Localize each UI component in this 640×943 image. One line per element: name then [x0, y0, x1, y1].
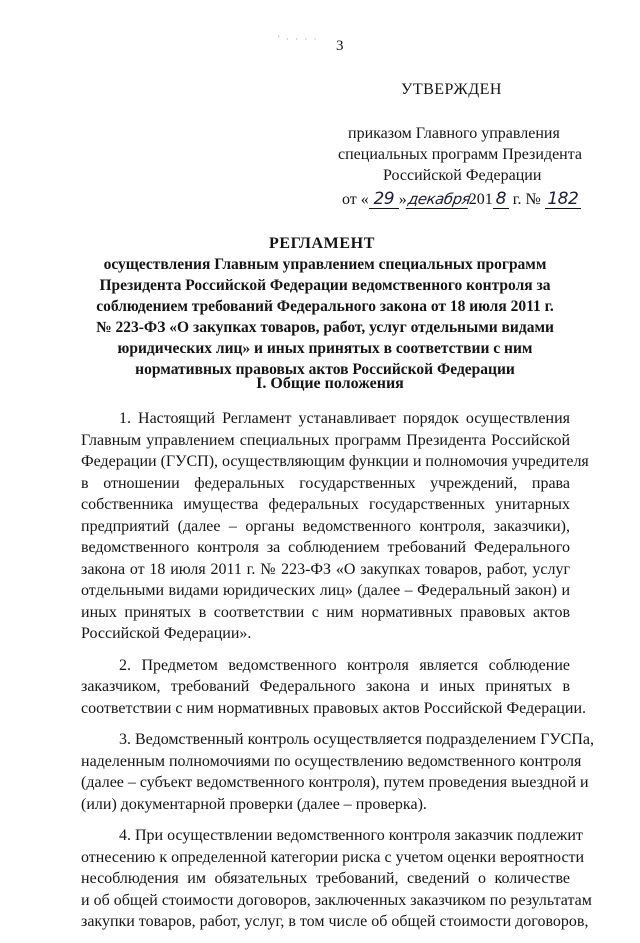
handwritten-month: декабря — [406, 190, 472, 208]
text-line: и об общей стоимости договоров, заключенных заказчиком по результатам — [81, 891, 592, 909]
text-line: отнесению к определенной категории риска с учетом оценки вероятности — [81, 848, 585, 866]
text-line: несоблюдения им обязательных требований, сведений о количестве — [81, 870, 570, 887]
title-line: нормативных правовых актов Российской Федерации — [135, 361, 515, 378]
title-line: юридических лиц» и иных принятых в соответствии с ним — [117, 340, 533, 357]
paragraph-4 — [81, 825, 592, 933]
title-main: РЕГЛАМЕНТ — [269, 235, 375, 252]
paragraph-1 — [81, 408, 589, 645]
title-line: соблюдением требований Федерального закона от 18 июля 2011 г. — [96, 298, 554, 315]
text-line: закупки товаров, работ, услуг, в том числе об общей стоимости договоров, — [81, 913, 589, 930]
text-line: закона от 18 июля 2011 г. № 223-ФЗ «О закупках товаров, работ, услуг — [81, 560, 570, 578]
section-heading: I. Общие положения — [256, 375, 404, 392]
text-line: (далее – субъект ведомственного контроля), путем проведения выездной и — [81, 774, 589, 791]
text-line: Федерации (ГУСП), осуществляющим функции и полномочия учредителя — [81, 453, 589, 470]
text-line: отдельными видами юридических лиц» (далее – Федеральный закон) и — [81, 582, 570, 599]
title-line: осуществления Главным управлением специальных программ — [103, 256, 547, 273]
date-year-prefix: 201 — [468, 191, 493, 208]
approval-line-3: Российской Федерации — [383, 167, 542, 184]
date-prefix: от « — [342, 191, 369, 208]
text-line: 2. Предметом ведомственного контроля является соблюдение — [119, 656, 570, 674]
text-line: 1. Настоящий Регламент устанавливает порядок осуществления — [119, 410, 570, 427]
approval-heading: УТВЕРЖДЕН — [401, 81, 502, 98]
page-number: 3 — [336, 38, 344, 54]
handwritten-day: 29 — [369, 190, 399, 209]
text-line: Главным управлением специальных программ Президента Российской — [81, 431, 570, 449]
handwritten-year-digit: 8 — [493, 190, 509, 209]
paragraph-3 — [81, 729, 594, 815]
text-line: иных принятых в соответствии с ним нормативных правовых актов — [81, 603, 570, 621]
text-line: предприятий (далее – органы ведомственного контроля, заказчики), — [81, 517, 570, 535]
text-line: Российской Федерации». — [81, 625, 252, 642]
date-suffix: г. № — [508, 191, 545, 208]
text-line: (или) документарной проверки (далее – проверка). — [81, 795, 427, 813]
title-line: Президента Российской Федерации ведомственного контроля за — [99, 277, 551, 294]
stamp-marks: ' · · · · — [278, 34, 319, 44]
approval-date-line — [342, 189, 579, 210]
text-line: соответствии с ним нормативных правовых актов Российской Федерации. — [81, 699, 587, 717]
approval-line-2: специальных программ Президента — [338, 146, 583, 163]
date-mid: » — [398, 191, 407, 208]
text-line: 4. При осуществлении ведомственного контроля заказчик подлежит — [119, 827, 583, 844]
paragraph-2 — [81, 655, 587, 720]
handwritten-order-number: 182 — [545, 190, 581, 209]
approval-line-1: приказом Главного управления — [348, 125, 560, 142]
text-line: в отношении федеральных государственных учреждений, права — [81, 474, 570, 492]
approval-block — [334, 79, 583, 210]
document-body — [81, 408, 594, 943]
title-line: № 223-ФЗ «О закупках товаров, работ, услуг отдельными видами — [96, 319, 554, 336]
text-line: заказчиком, требований Федерального закона и иных принятых в — [81, 678, 570, 695]
text-line: собственника имущества федеральных государственных унитарных — [81, 496, 570, 513]
text-line: ведомственного контроля за соблюдением требований Федерального — [81, 539, 570, 556]
text-line: 3. Ведомственный контроль осуществляется подразделением ГУСПа, — [119, 731, 594, 748]
document-title — [90, 233, 560, 380]
text-line: наделенным полномочиями по осуществлению ведомственного контроля — [81, 752, 582, 770]
